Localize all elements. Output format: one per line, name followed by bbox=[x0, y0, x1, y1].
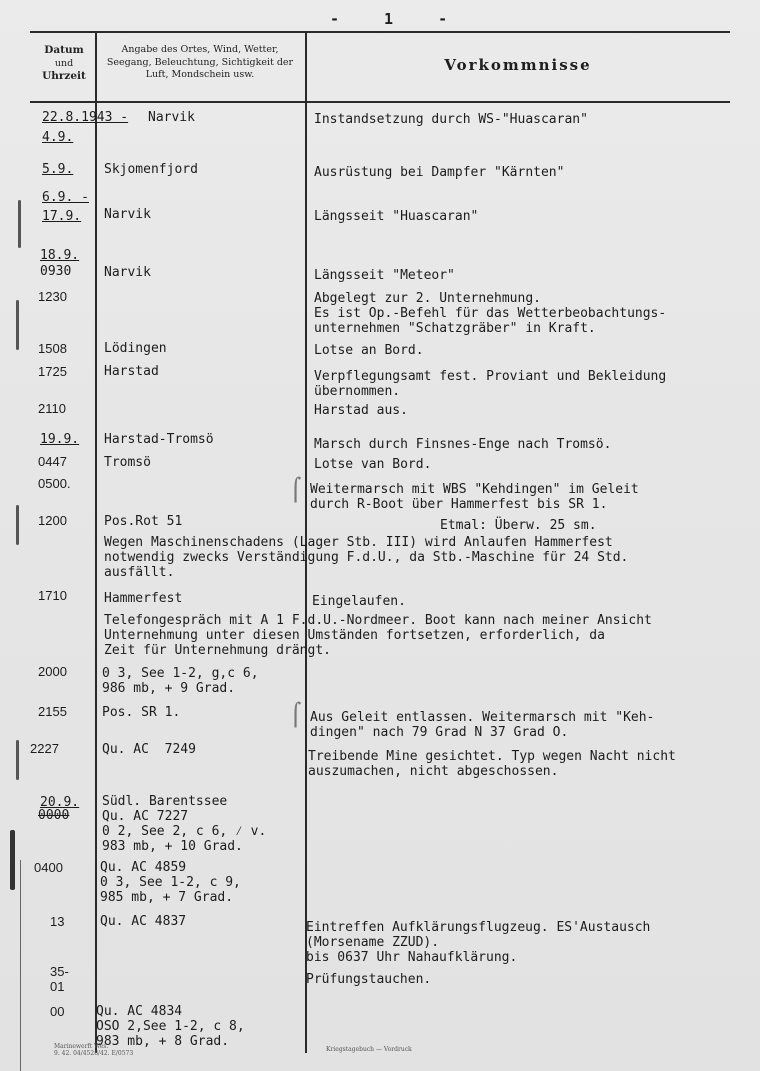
entry-place: Lödingen bbox=[104, 341, 167, 356]
entry-time: 0000 bbox=[38, 808, 70, 823]
entry-event: Weitermarsch mit WBS "Kehdingen" im Geleit durch R-Boot über Hammerfest bis SR 1. bbox=[310, 482, 639, 512]
entry-note: Wegen Maschinenschadens (Lager Stb. III) wird Anlaufen Hammerfest notwendig zwecks Verständigung F.d.U., da Stb.-Maschine für 24 Std. ausfällt. bbox=[104, 535, 629, 580]
entry-event: Längsseit "Meteor" bbox=[314, 268, 455, 283]
entry-time: 1725 bbox=[38, 364, 67, 379]
entry-place: Pos. SR 1. bbox=[102, 705, 181, 720]
entry-place: Tromsö bbox=[104, 455, 151, 470]
entry-date: 4.9. bbox=[42, 130, 74, 145]
column-divider-1 bbox=[95, 33, 97, 1053]
entry-time: 2227 bbox=[30, 741, 59, 756]
header-datum: Datum und Uhrzeit bbox=[42, 44, 86, 82]
entry-event: Marsch durch Finsnes-Enge nach Tromsö. bbox=[314, 437, 612, 452]
entry-time: 2000 bbox=[38, 664, 67, 679]
margin-mark bbox=[16, 505, 19, 545]
entry-place: Qu. AC 4834 OSO 2,See 1-2, c 8, 983 mb, + 8 Grad. bbox=[96, 1004, 245, 1049]
entry-time: 0400 bbox=[34, 860, 63, 875]
footer-form-title: Kriegstagebuch — Vordruck bbox=[326, 1046, 412, 1053]
entry-event: Längsseit "Huascaran" bbox=[314, 209, 479, 224]
entry-time: 13 bbox=[50, 914, 65, 929]
header-top-rule bbox=[30, 31, 730, 33]
entry-time: 1710 bbox=[38, 588, 67, 603]
entry-date: 18.9. bbox=[40, 248, 80, 263]
entry-place: Südl. Barentssee Qu. AC 7227 0 2, See 2, c 6, ⁄ v. 983 mb, + 10 Grad. bbox=[102, 794, 267, 854]
entry-place: Skjomenfjord bbox=[104, 162, 198, 177]
header-vorkommnisse: Vorkommnisse bbox=[444, 56, 592, 74]
entry-date: 20.9. bbox=[40, 795, 80, 810]
entry-date: 17.9. bbox=[42, 209, 82, 224]
entry-time: 00 bbox=[50, 1004, 65, 1019]
entry-time: 35- 01 bbox=[50, 964, 69, 994]
entry-event: Harstad aus. bbox=[314, 403, 408, 418]
entry-time: 0447 bbox=[38, 454, 67, 469]
entry-event: Abgelegt zur 2. Unternehmung. Es ist Op.-Befehl für das Wetterbeobachtungs- unternehmen "Schatzgräber" in Kraft. bbox=[314, 291, 667, 336]
entry-event: Treibende Mine gesichtet. Typ wegen Nacht nicht auszumachen, nicht abgeschossen. bbox=[308, 749, 676, 779]
margin-brace: ⌠ bbox=[289, 478, 303, 503]
margin-mark bbox=[18, 200, 21, 248]
entry-event: Etmal: Überw. 25 sm. bbox=[440, 518, 597, 533]
header-bottom-rule bbox=[30, 101, 730, 103]
entry-place: Harstad-Tromsö bbox=[104, 432, 214, 447]
entry-place: Hammerfest bbox=[104, 591, 183, 606]
entry-place: 0 3, See 1-2, g,c 6, 986 mb, + 9 Grad. bbox=[102, 666, 259, 696]
entry-place: Narvik bbox=[104, 207, 151, 222]
entry-time: 1200 bbox=[38, 513, 67, 528]
entry-time: 1230 bbox=[38, 289, 67, 304]
margin-brace: ⌠ bbox=[289, 703, 303, 728]
entry-event: Aus Geleit entlassen. Weitermarsch mit "Keh- dingen" nach 79 Grad N 37 Grad O. bbox=[310, 710, 655, 740]
footer-printer-note: Marinewerft Wes. 9. 42. 04/4528/42. E/0573 bbox=[54, 1043, 134, 1057]
entry-event: Verpflegungsamt fest. Proviant und Bekleidung übernommen. bbox=[314, 369, 667, 399]
entry-event: Ausrüstung bei Dampfer "Kärnten" bbox=[314, 165, 565, 180]
header-ort-wetter: Angabe des Ortes, Wind, Wetter, Seegang, Beleuchtung, Sichtigkeit der Luft, Mondschein usw. bbox=[106, 44, 294, 80]
entry-time: 2110 bbox=[38, 401, 66, 416]
entry-place: Qu. AC 4859 0 3, See 1-2, c 9, 985 mb, + 7 Grad. bbox=[100, 860, 241, 905]
entry-place: Harstad bbox=[104, 364, 159, 379]
entry-place: Qu. AC 7249 bbox=[102, 742, 196, 757]
entry-place: Pos.Rot 51 bbox=[104, 514, 183, 529]
entry-time: 0930 bbox=[40, 264, 72, 279]
entry-date: 6.9. - bbox=[42, 190, 89, 205]
margin-mark bbox=[10, 830, 15, 890]
entry-date: 22.8.1943 - bbox=[42, 110, 129, 125]
entry-event: Instandsetzung durch WS-"Huascaran" bbox=[314, 112, 588, 127]
entry-event: Eintreffen Aufklärungsflugzeug. ES'Austausch (Morsename ZZUD). bis 0637 Uhr Nahaufklärung. bbox=[306, 920, 651, 965]
margin-rule bbox=[20, 860, 21, 1071]
entry-place: Qu. AC 4837 bbox=[100, 914, 187, 929]
entry-event: Prüfungstauchen. bbox=[306, 972, 432, 987]
entry-note: Telefongespräch mit A 1 F.d.U.-Nordmeer. Boot kann nach meiner Ansicht Unternehmung unter diesen Umständen fortsetzen, erforderlich, da Zeit für Unternehmung drängt. bbox=[104, 613, 652, 658]
page-number: - 1 - bbox=[330, 10, 466, 28]
entry-time: 2155 bbox=[38, 704, 67, 719]
entry-date: 5.9. bbox=[42, 162, 74, 177]
entry-time: 1508 bbox=[38, 341, 67, 356]
entry-place: Narvik bbox=[148, 110, 195, 125]
margin-mark bbox=[16, 300, 19, 350]
entry-time: 0500. bbox=[38, 476, 71, 491]
entry-event: Eingelaufen. bbox=[312, 594, 406, 609]
margin-mark bbox=[16, 740, 19, 780]
entry-place: Narvik bbox=[104, 265, 151, 280]
entry-event: Lotse an Bord. bbox=[314, 343, 424, 358]
entry-date: 19.9. bbox=[40, 432, 80, 447]
entry-event: Lotse van Bord. bbox=[314, 457, 432, 472]
